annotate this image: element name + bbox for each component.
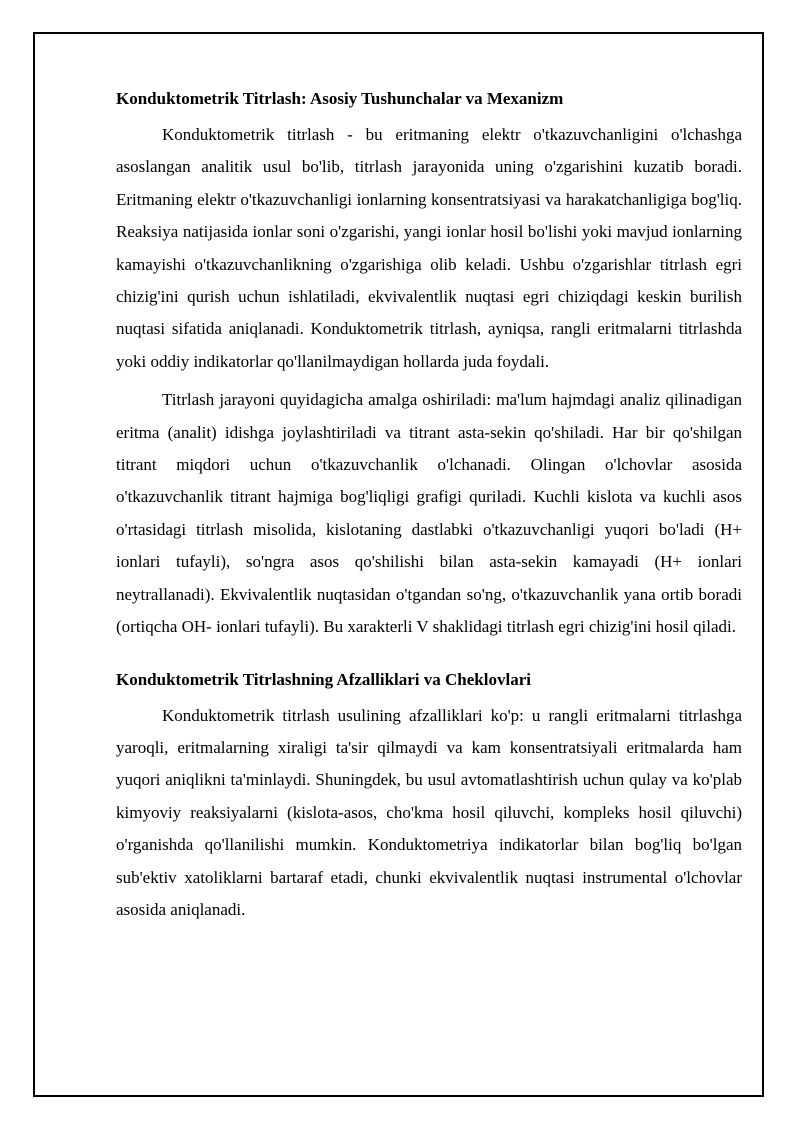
paragraph-advantages: Konduktometrik titrlash usulining afzalliklari ko'p: u rangli eritmalarni titrlashga yaroqli, eritmalarning xiraligi ta'sir qilmaydi va kam konsentratsiyali eritmalarda ham yuqori aniqlikni ta'minlaydi. Shuningdek, bu usul avtomatlashtirish uchun qulay va ko'plab kimyoviy reaksiyalarni (kislota-asos, cho'kma hosil qiluvchi, kompleks hosil qiluvchi) o'rganishda qo'llanilishi mumkin. Konduktometriya indikatorlar bilan bog'liq bo'lgan sub'ektiv xatoliklarni bartaraf etadi, chunki ekvivalentlik nuqtasi instrumental o'lchovlar asosida aniqlanadi. xyxy=(116,705,742,919)
paragraph-definition: Konduktometrik titrlash - bu eritmaning elektr o'tkazuvchanligini o'lchashga asoslangan analitik usul bo'lib, titrlash jarayonida uning o'zgarishini kuzatib boradi. Eritmaning elektr o'tkazuvchanligi ionlarning konsentratsiyasi va harakatchanligiga bog'liq. Reaksiya natijasida ionlar soni o'zgarishi, yangi ionlar hosil bo'lishi yoki mavjud ionlarning kamayishi o'tkazuvchanlikning o'zgarishiga olib keladi. Ushbu o'zgarishlar titrlash egri chizig'ini qurish uchun ishlatiladi, ekvivalentlik nuqtasi egri chiziqdagi keskin burilish nuqtasi sifatida aniqlanadi. Konduktometrik titrlash, ayniqsa, rangli eritmalarni titrlashda yoki oddiy indikatorlar qo'llanilmaydigan hollarda juda foydali. xyxy=(116,125,742,371)
document-body xyxy=(116,86,742,932)
section-heading-mechanism: Konduktometrik Titrlash: Asosiy Tushunchalar va Mexanizm xyxy=(116,89,564,108)
paragraph-procedure: Titrlash jarayoni quyidagicha amalga oshiriladi: ma'lum hajmdagi analiz qilinadigan eritma (analit) idishga joylashtiriladi va titrant asta-sekin qo'shiladi. Har bir qo'shilgan titrant miqdori uchun o'tkazuvchanlik o'lchanadi. Olingan o'lchovlar asosida o'tkazuvchanlik titrant hajmiga bog'liqligi grafigi quriladi. Kuchli kislota va kuchli asos o'rtasidagi titrlash misolida, kislotaning dastlabki o'tkazuvchanligi yuqori bo'ladi (H+ ionlari tufayli), so'ngra asos qo'shilishi bilan asta-sekin kamayadi (H+ ionlari neytrallanadi). Ekvivalentlik nuqtasidan o'tgandan so'ng, o'tkazuvchanlik yana ortib boradi (ortiqcha OH- ionlari tufayli). Bu xarakterli V shaklidagi titrlash egri chizig'ini hosil qiladi. xyxy=(116,390,742,637)
section-heading-advantages: Konduktometrik Titrlashning Afzalliklari va Cheklovlari xyxy=(116,669,531,689)
